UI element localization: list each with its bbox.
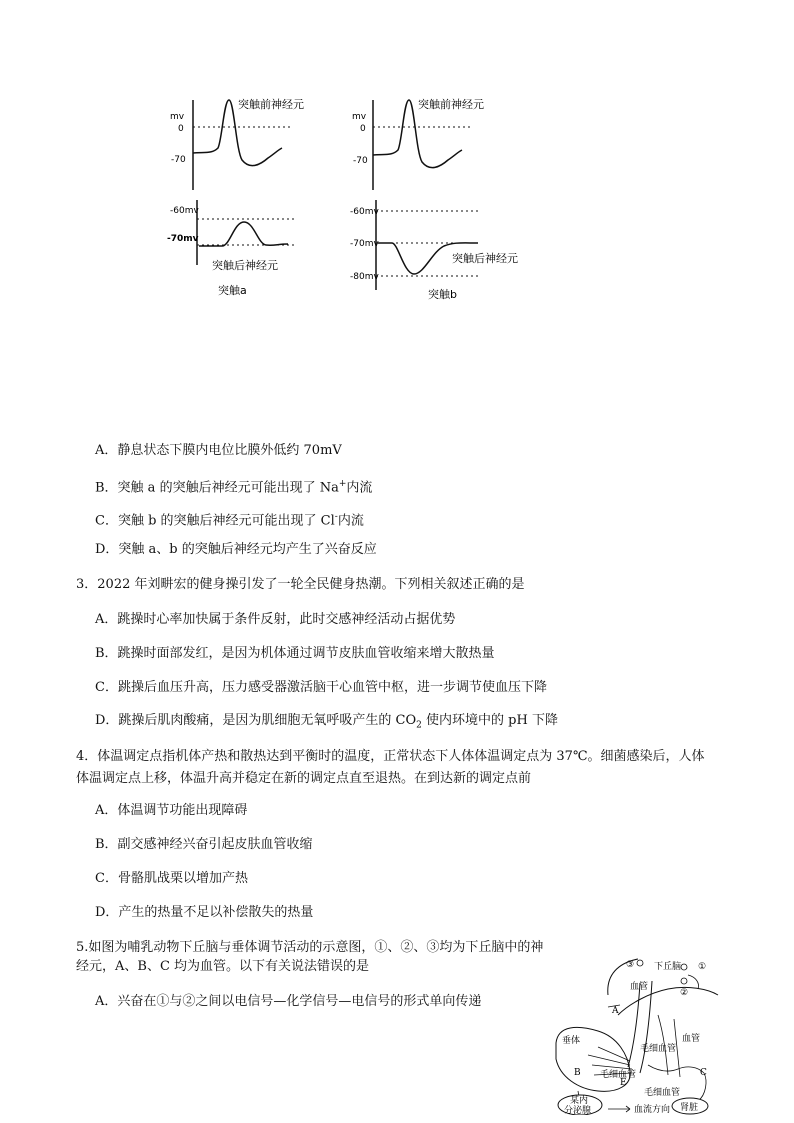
q3-option-c: C．跳操后血压升高，压力感受器激活脑干心血管中枢，进一步调节使血压下降 bbox=[95, 680, 547, 695]
vessel-a-label: A bbox=[612, 1006, 619, 1016]
kidney-label: 肾脏 bbox=[680, 1103, 699, 1113]
zero-label: 0 bbox=[360, 124, 366, 134]
neg80-label: -80mv bbox=[350, 272, 379, 282]
vessel-top-label: 血管 bbox=[630, 982, 649, 992]
vessel-c-label: C bbox=[700, 1068, 707, 1078]
q5-option-a: A．兴奋在①与②之间以电信号—化学信号—电信号的形式单向传递 bbox=[95, 994, 482, 1009]
pituitary-label: 垂体 bbox=[562, 1036, 581, 1046]
hypothalamus-label: 下丘脑 bbox=[654, 962, 682, 972]
presynaptic-label: 突触前神经元 bbox=[238, 98, 304, 111]
mv-label: mv bbox=[170, 112, 185, 122]
neg70-label: -70mv bbox=[167, 234, 199, 244]
q4-option-d: D．产生的热量不足以补偿散失的热量 bbox=[95, 905, 314, 920]
blood-flow-label: 血流方向 bbox=[634, 1105, 671, 1115]
zero-label: 0 bbox=[178, 124, 184, 134]
neuron-1-label: ① bbox=[698, 962, 707, 972]
q3-stem: 3．2022 年刘畊宏的健身操引发了一轮全民健身热潮。下列相关叙述正确的是 bbox=[76, 577, 525, 592]
neg70-label: -70 bbox=[171, 155, 186, 165]
neg70-label: -70 bbox=[353, 156, 368, 166]
neg60-label: -60mv bbox=[350, 207, 379, 217]
postsynaptic-graph-b bbox=[350, 200, 518, 301]
q4-option-b: B．副交感神经兴奋引起皮肤血管收缩 bbox=[95, 837, 313, 852]
q3-option-a: A．跳操时心率加快属于条件反射，此时交感神经活动占据优势 bbox=[95, 612, 456, 627]
q4-option-c: C．骨骼肌战栗以增加产热 bbox=[95, 871, 248, 886]
capillary-label-1: 毛细血管 bbox=[640, 1044, 677, 1054]
capillary-label-3: 毛细血管 bbox=[644, 1088, 681, 1098]
presynaptic-label: 突触前神经元 bbox=[418, 98, 484, 111]
q4-stem: 4．体温调定点指机体产热和散热达到平衡时的温度，正常状态下人体体温调定点为 37℃。细菌感染后，人体体温调定点上移，体温升高并稳定在新的调定点直至退热。在到达新的调定点前 bbox=[76, 749, 705, 786]
vessel-right-label: 血管 bbox=[682, 1034, 701, 1044]
q3-option-b: B．跳操时面部发红，是因为机体通过调节皮肤血管收缩来增大散热量 bbox=[95, 646, 495, 661]
neuron-3-label: ③ bbox=[626, 960, 635, 970]
synapse-figure bbox=[0, 0, 794, 320]
q2-option-b: B．突触 a 的突触后神经元可能出现了 Na+内流 bbox=[95, 479, 373, 496]
mv-label: mv bbox=[352, 112, 367, 122]
gland-label-1: 某内 bbox=[570, 1096, 589, 1106]
presynaptic-graph-a bbox=[170, 97, 304, 190]
label-e: E bbox=[620, 1078, 627, 1088]
postsynaptic-label: 突触后神经元 bbox=[212, 259, 278, 272]
q2-option-d: D．突触 a、b 的突触后神经元均产生了兴奋反应 bbox=[95, 542, 377, 557]
q5-stem: 5.如图为哺乳动物下丘脑与垂体调节活动的示意图，①、②、③均为下丘脑中的神经元，A、B、C 均为血管。以下有关说法错误的是 bbox=[76, 940, 544, 974]
q2-option-c: C．突触 b 的突触后神经元可能出现了 Cl-内流 bbox=[95, 512, 364, 529]
neuron-2-label: ② bbox=[680, 988, 689, 998]
postsynaptic-graph-a bbox=[167, 200, 296, 297]
postsynaptic-label: 突触后神经元 bbox=[452, 252, 518, 265]
q2-option-a: A．静息状态下膜内电位比膜外低约 70mV bbox=[95, 443, 342, 458]
hypothalamus-pituitary-diagram bbox=[548, 955, 728, 1115]
neg60-label: -60mv bbox=[170, 206, 199, 216]
gland-label-2: 分泌腺 bbox=[564, 1106, 592, 1115]
vessel-b-label: B bbox=[574, 1068, 581, 1078]
capillary-label-2: 毛细血管 bbox=[600, 1070, 637, 1080]
synapse-a-caption: 突触a bbox=[218, 284, 247, 297]
synapse-b-caption: 突触b bbox=[428, 288, 457, 301]
neg70-label: -70mv bbox=[350, 239, 379, 249]
q3-option-d: D．跳操后肌肉酸痛，是因为肌细胞无氧呼吸产生的 $CO_2$ 使内环境中的 pH 下降 bbox=[95, 713, 558, 731]
presynaptic-graph-b bbox=[352, 97, 484, 190]
q4-option-a: A．体温调节功能出现障碍 bbox=[95, 803, 248, 818]
